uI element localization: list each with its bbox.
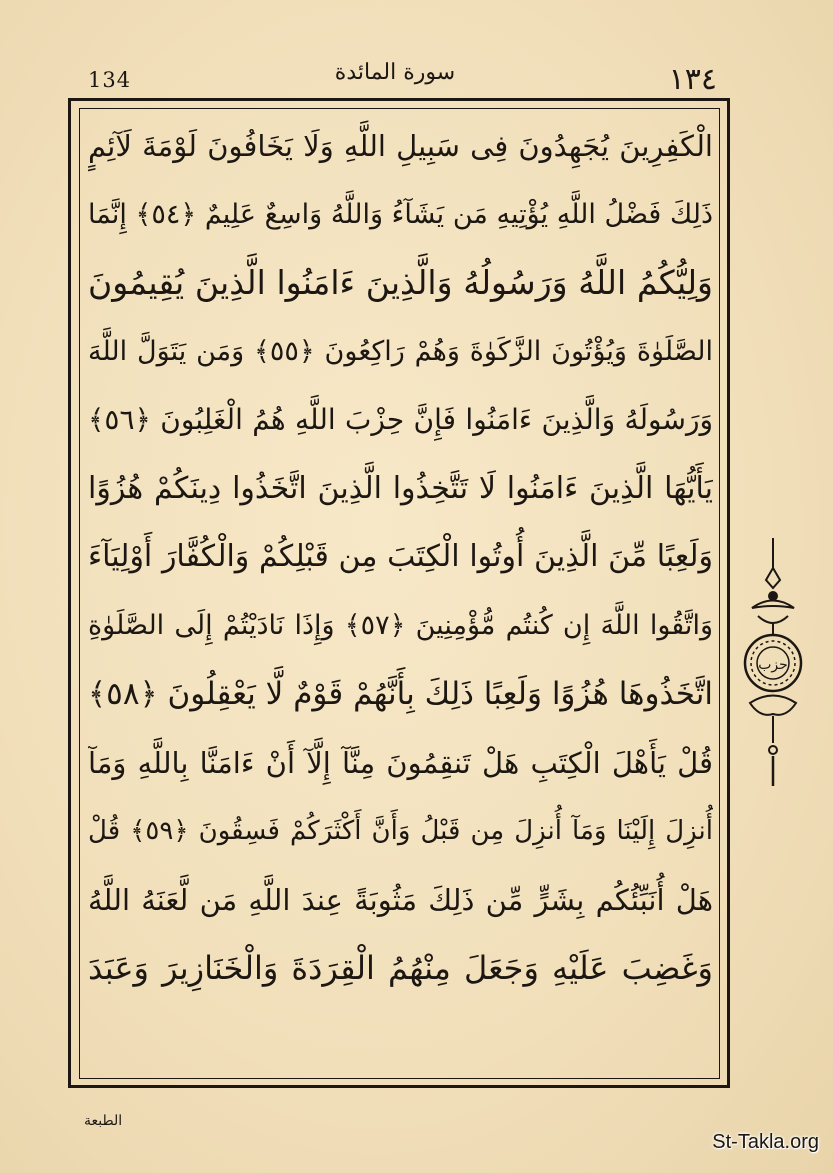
watermark: St-Takla.org (712, 1131, 819, 1153)
text-line-7: وَلَعِبًا مِّنَ الَّذِينَ أُوتُوا الْكِتَبَ مِن قَبْلِكُمْ وَالْكُفَّارَ أَوْلِيَآءَ (88, 539, 713, 574)
hizb-marker-text: حزب (758, 657, 788, 673)
text-line-1: الْكَفِرِينَ يُجَهِدُونَ فِى سَبِيلِ اللَّهِ وَلَا يَخَافُونَ لَوْمَةَ لَآئِمٍ (88, 129, 713, 163)
text-line-4: الصَّلَوٰةَ وَيُؤْتُونَ الزَّكَوٰةَ وَهُمْ رَاكِعُونَ ﴿٥٥﴾ وَمَن يَتَوَلَّ اللَّهَ (88, 335, 713, 367)
page-number-latin: 134 (88, 68, 132, 92)
text-line-11: أُنزِلَ إِلَيْنَا وَمَآ أُنزِلَ مِن قَبْلُ وَأَنَّ أَكْثَرَكُمْ فَسِقُونَ ﴿٥٩﴾ قُلْ (88, 816, 713, 846)
text-line-8: وَاتَّقُوا اللَّهَ إِن كُنتُم مُّؤْمِنِينَ ﴿٥٧﴾ وَإِذَا نَادَيْتُمْ إِلَى الصَّلَوٰةِ (88, 609, 713, 641)
text-line-3: وَلِيُّكُمُ اللَّهُ وَرَسُولُهُ وَالَّذِينَ ءَامَنُوا الَّذِينَ يُقِيمُونَ (88, 263, 713, 302)
footer-edition-mark: الطبعة (84, 1113, 123, 1129)
text-line-2: ذَلِكَ فَضْلُ اللَّهِ يُؤْتِيهِ مَن يَشَآءُ وَاللَّهُ وَاسِعٌ عَلِيمٌ ﴿٥٤﴾ إِنَّمَا (88, 198, 713, 230)
hizb-ornament-icon (738, 538, 808, 798)
text-line-9: اتَّخَذُوهَا هُزُوًا وَلَعِبًا ذَلِكَ بِأَنَّهُمْ قَوْمٌ لَّا يَعْقِلُونَ ﴿٥٨﴾ (88, 676, 713, 712)
surah-title: سورة المائدة (334, 60, 456, 85)
text-line-5: وَرَسُولَهُ وَالَّذِينَ ءَامَنُوا فَإِنَّ حِزْبَ اللَّهِ هُمُ الْغَلِبُونَ ﴿٥٦﴾ (88, 403, 713, 436)
text-line-6: يَأَيُّهَا الَّذِينَ ءَامَنُوا لَا تَتَّخِذُوا الَّذِينَ اتَّخَذُوا دِينَكُمْ هُزُوًا (88, 470, 713, 506)
text-line-10: قُلْ يَأَهْلَ الْكِتَبِ هَلْ تَنقِمُونَ مِنَّآ إِلَّآ أَنْ ءَامَنَّا بِاللَّهِ وَمَآ (88, 745, 713, 780)
text-line-12: هَلْ أُنَبِّئُكُم بِشَرٍّ مِّن ذَلِكَ مَثُوبَةً عِندَ اللَّهِ مَن لَّعَنَهُ اللَّهُ (88, 882, 713, 917)
text-line-13: وَغَضِبَ عَلَيْهِ وَجَعَلَ مِنْهُمُ الْقِرَدَةَ وَالْخَنَازِيرَ وَعَبَدَ (88, 949, 713, 987)
page-number-arabic: ١٣٤ (668, 62, 717, 97)
quran-text-block (88, 112, 713, 1072)
